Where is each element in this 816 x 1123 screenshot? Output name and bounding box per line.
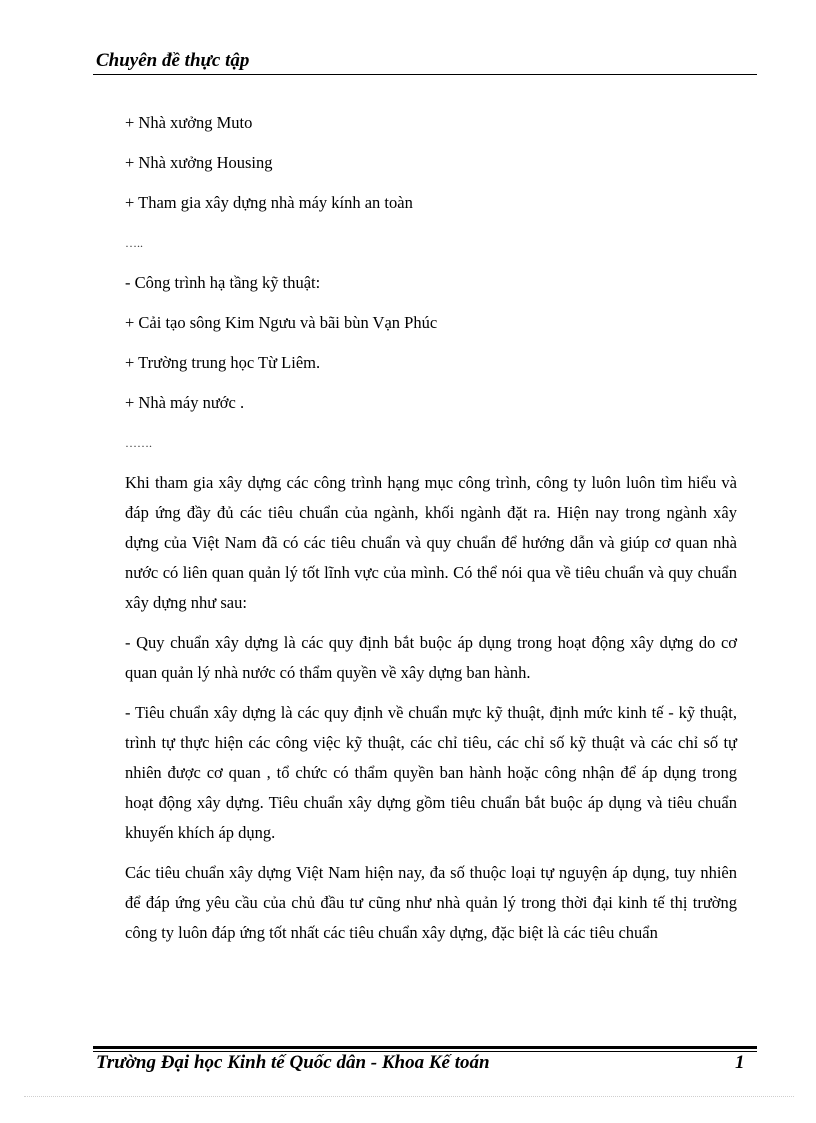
list-line: + Nhà xưởng Housing [125,153,273,172]
paragraph: Khi tham gia xây dựng các công trình hạng mục công trình, công ty luôn luôn tìm hiểu và đáp ứng đầy đủ các tiêu chuẩn của ngành, khối ngành đặt ra. Hiện nay trong ngành xây dựng của Việt Nam đã có các tiêu chuẩn và quy chuẩn để hướng dẫn và giúp cơ quan nhà nước có liên quan quản lý tốt lĩnh vực của mình. Có thể nói qua về tiêu chuẩn và quy chuẩn xây dựng như sau: [125,473,737,612]
ellipsis-line: ……. [125,436,152,450]
paragraph: Các tiêu chuẩn xây dựng Việt Nam hiện nay, đa số thuộc loại tự nguyện áp dụng, tuy nhiên để đáp ứng yêu cầu của chủ đầu tư cũng như nhà quản lý trong thời đại kinh tế thị trường công ty luôn đáp ứng tốt nhất các tiêu chuẩn xây dựng, đặc biệt là các tiêu chuẩn [125,863,737,942]
paragraph: - Tiêu chuẩn xây dựng là các quy định về chuẩn mực kỹ thuật, định mức kinh tế - kỹ thuật, trình tự thực hiện các công việc kỹ thuật, các chỉ tiêu, các chỉ số kỹ thuật và các chỉ số tự nhiên được cơ quan , tổ chức có thẩm quyền ban hành hoặc công nhận để áp dụng trong hoạt động xây dựng. Tiêu chuẩn xây dựng gồm tiêu chuẩn bắt buộc áp dụng và tiêu chuẩn khuyến khích áp dụng. [125,703,737,842]
list-line: - Công trình hạ tầng kỹ thuật: [125,273,321,292]
footer-rule [93,1046,757,1049]
page-bottom-divider [24,1096,794,1097]
list-line: + Cải tạo sông Kim Ngưu và bãi bùn Vạn Phúc [125,313,438,332]
list-line: + Nhà xưởng Muto [125,113,253,132]
list-line: + Nhà máy nước . [125,393,245,412]
header-rule [93,74,757,75]
page-number: 1 [735,1052,745,1073]
running-footer-text: Trường Đại học Kinh tế Quốc dân - Khoa Kế toán [96,1052,490,1073]
page-body [125,108,737,958]
paragraph: - Quy chuẩn xây dựng là các quy định bắt buộc áp dụng trong hoạt động xây dựng do cơ quan quản lý nhà nước có thẩm quyền về xây dựng ban hành. [125,633,737,682]
running-header-title: Chuyên đề thực tập [96,50,250,71]
list-line: + Tham gia xây dựng nhà máy kính an toàn [125,193,413,212]
ellipsis-line: ….. [125,236,143,250]
list-line: + Trường trung học Từ Liêm. [125,353,321,372]
